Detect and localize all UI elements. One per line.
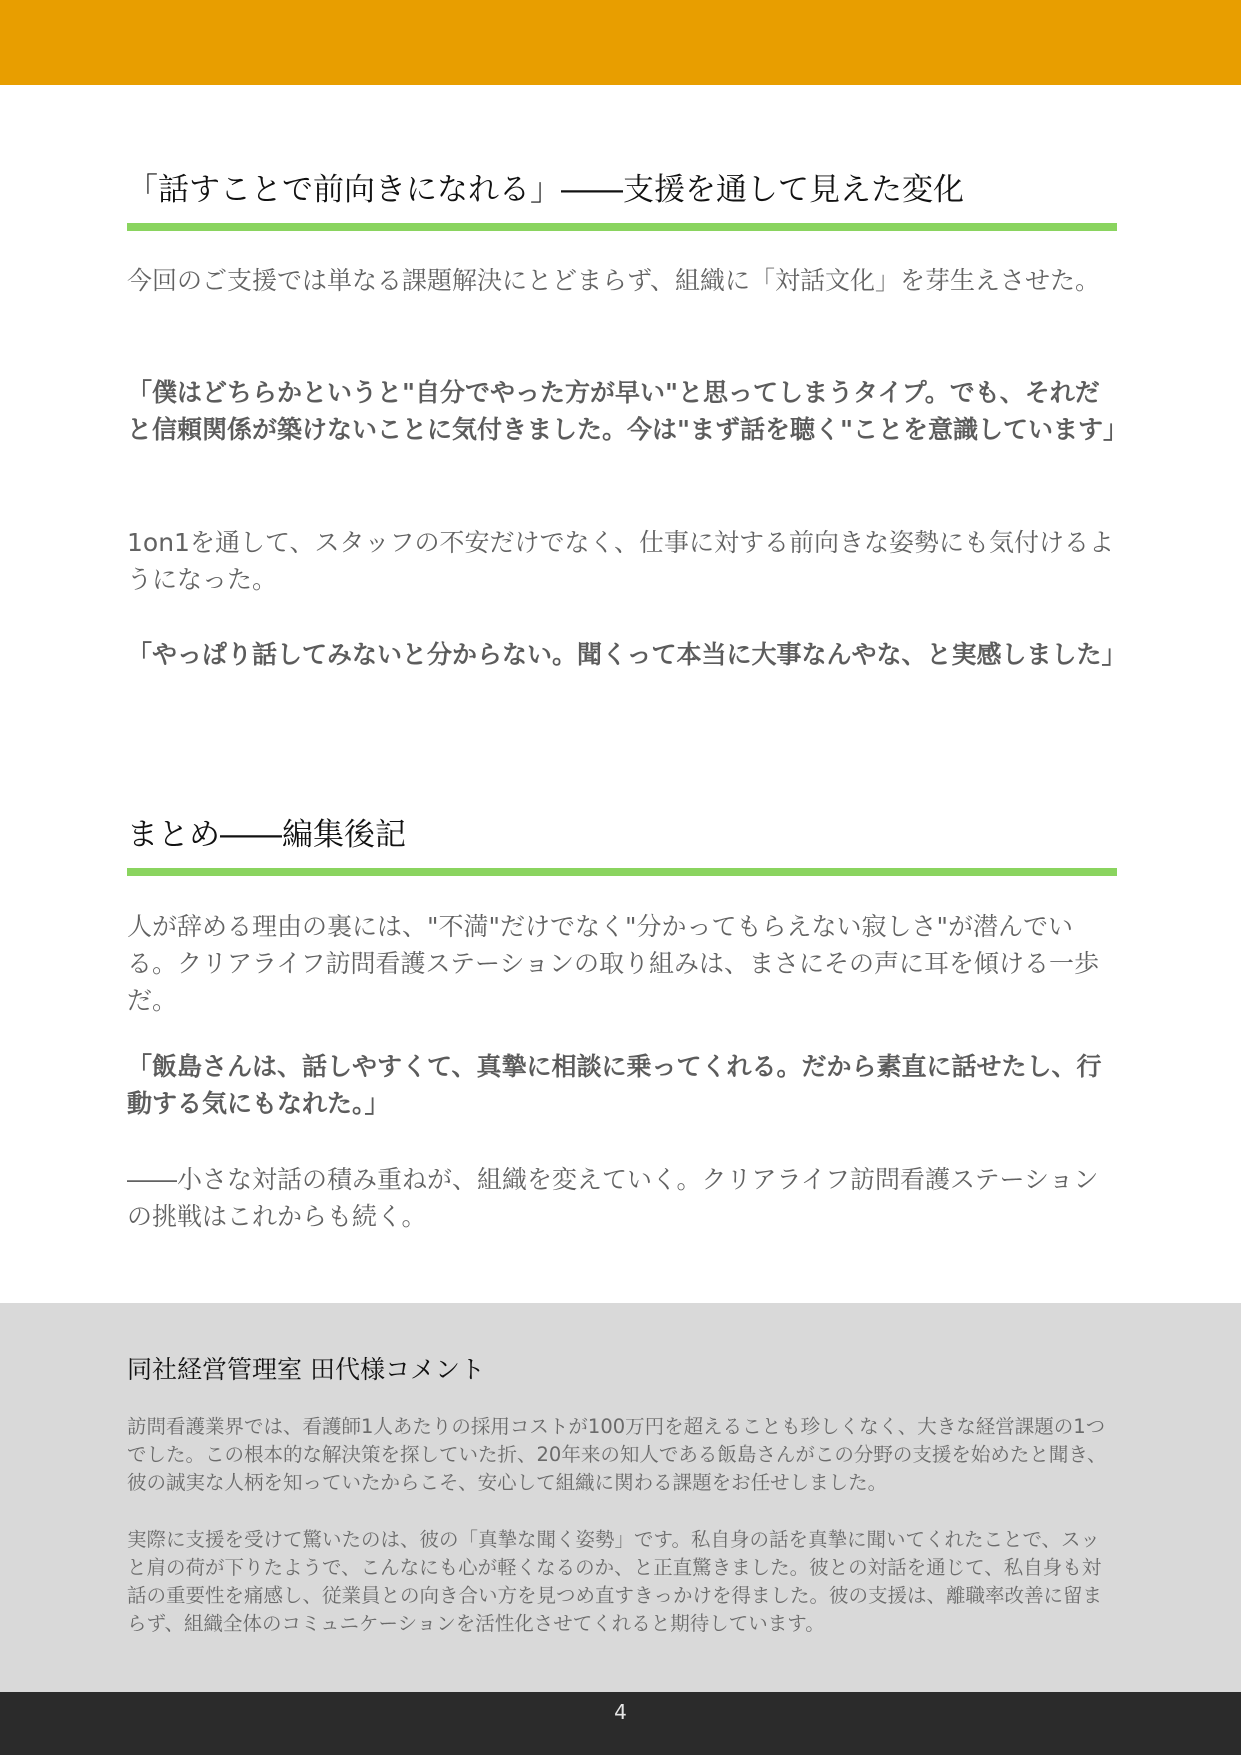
quote-paragraph: 「僕はどちらかというと"自分でやった方が早い"と思ってしまうタイプ。でも、それだと信頼関係が築けないことに気付きました。今は"まず話を聴く"ことを意識しています」: [127, 378, 1129, 444]
comment-paragraph: 訪問看護業界では、看護師1人あたりの採用コストが100万円を超えることも珍しくなく、大きな経営課題の1つでした。この根本的な解決策を探していた折、20年来の知人である飯島さんがこの分野の支援を始めたと聞き、彼の誠実な人柄を知っていたからこそ、安心して組織に関わる課題をお任せしました。: [127, 1415, 1107, 1494]
page-number: 4: [614, 1700, 627, 1724]
closing-paragraph: ――小さな対話の積み重ねが、組織を変えていく。クリアライフ訪問看護ステーションの挑戦はこれからも続く。: [127, 1165, 1099, 1231]
heading-underline: [127, 223, 1117, 231]
heading-underline: [127, 868, 1117, 876]
top-accent-bar: [0, 0, 1241, 85]
body-paragraph: 1on1を通して、スタッフの不安だけでなく、仕事に対する前向きな姿勢にも気付けるようになった。: [127, 528, 1114, 594]
quote-paragraph: 「やっぱり話してみないと分からない。聞くって本当に大事なんやな、と実感しました」: [127, 640, 1127, 669]
body-paragraph: 人が辞める理由の裏には、"不満"だけでなく"分かってもらえない寂しさ"が潜んでいる。クリアライフ訪問看護ステーションの取り組みは、まさにその声に耳を傾ける一歩だ。: [127, 912, 1100, 1015]
section-heading-summary: [127, 815, 1117, 855]
quote-paragraph: 「飯島さんは、話しやすくて、真摯に相談に乗ってくれる。だから素直に話せたし、行動する気にもなれた。」: [127, 1052, 1102, 1118]
section-title: 「話すことで前向きになれる」――支援を通して見えた変化: [127, 172, 964, 208]
comment-title: 同社経営管理室 田代様コメント: [127, 1355, 485, 1384]
section-heading-change: [127, 170, 1117, 210]
body-paragraph: 今回のご支援では単なる課題解決にとどまらず、組織に「対話文化」を芽生えさせた。: [127, 266, 1101, 295]
comment-paragraph: 実際に支援を受けて驚いたのは、彼の「真摯な聞く姿勢」です。私自身の話を真摯に聞いてくれたことで、スッと肩の荷が下りたようで、こんなにも心が軽くなるのか、と正直驚きました。彼との対話を通じて、私自身も対話の重要性を痛感し、従業員との向き合い方を見つめ直すきっかけを得ました。彼の支援は、離職率改善に留まらず、組織全体のコミュニケーションを活性化させてくれると期待しています。: [127, 1528, 1103, 1635]
section-title: まとめ――編集後記: [127, 817, 406, 853]
